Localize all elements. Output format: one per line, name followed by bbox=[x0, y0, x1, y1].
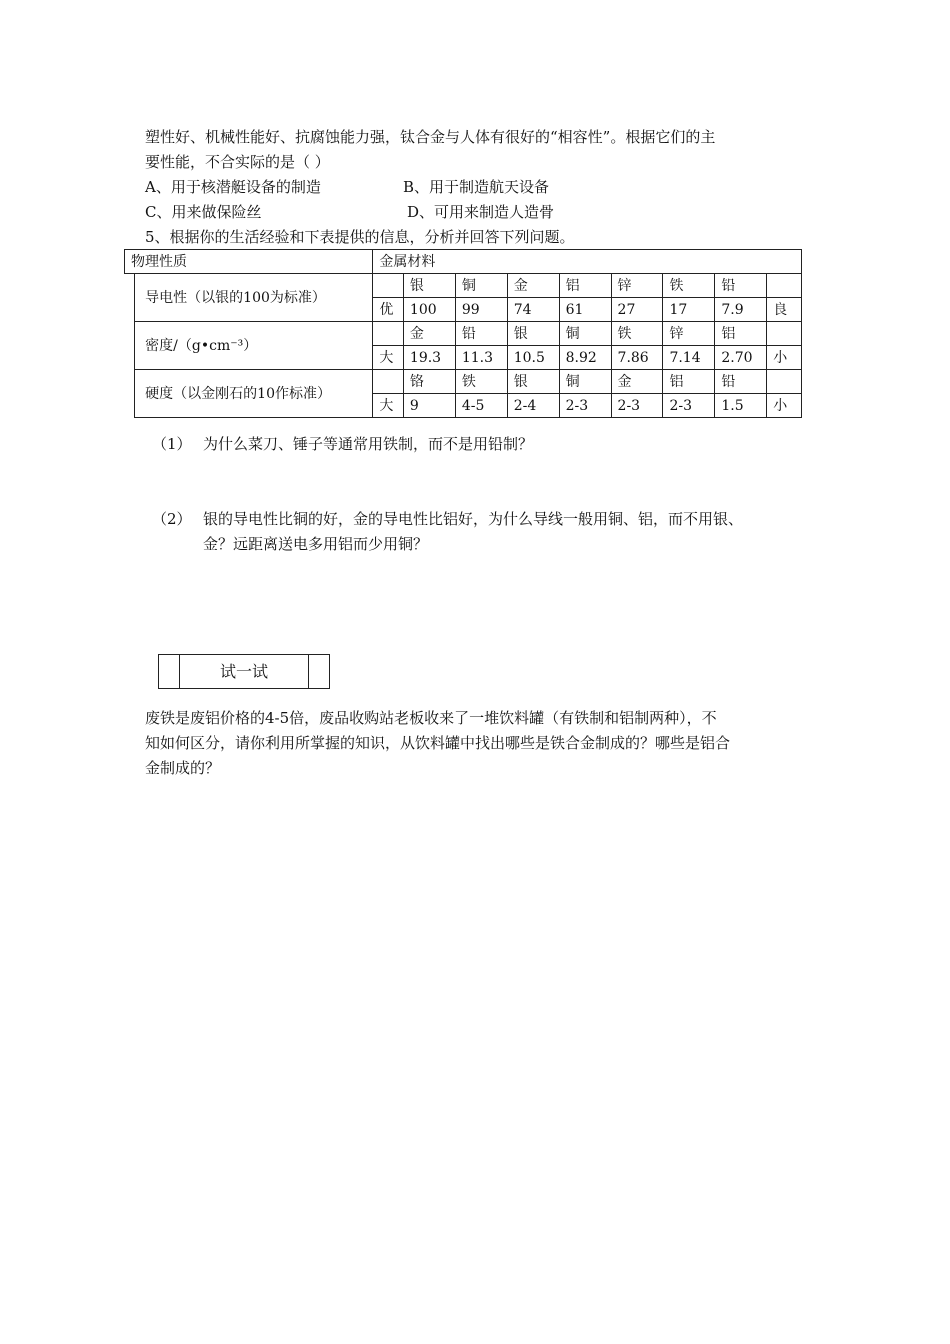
metal-value: 1.5 bbox=[715, 394, 767, 418]
metal-name: 锌 bbox=[663, 322, 715, 346]
metal-value: 2-3 bbox=[559, 394, 611, 418]
metal-value: 2.70 bbox=[715, 346, 767, 370]
metal-value: 10.5 bbox=[507, 346, 559, 370]
metal-value: 17 bbox=[663, 298, 715, 322]
scale-right-label: 小 bbox=[767, 394, 802, 418]
metal-name: 银 bbox=[507, 322, 559, 346]
table-header-row bbox=[125, 250, 802, 274]
property-conductivity: 导电性（以银的100为标准） bbox=[135, 274, 373, 322]
question-5: 5、根据你的生活经验和下表提供的信息，分析并回答下列问题。 bbox=[145, 228, 575, 246]
subq2-line-1: 银的导电性比铜的好，金的导电性比铝好，为什么导线一般用铜、铝，而不用银、 bbox=[203, 510, 744, 528]
blank-cell bbox=[767, 274, 802, 298]
blank-cell bbox=[373, 370, 404, 394]
table-left-gutter bbox=[125, 274, 135, 418]
metal-value: 2-3 bbox=[611, 394, 663, 418]
blank-cell bbox=[373, 274, 404, 298]
metal-value: 74 bbox=[507, 298, 559, 322]
scale-left-label: 大 bbox=[373, 346, 404, 370]
blank-cell bbox=[373, 322, 404, 346]
metal-value: 7.9 bbox=[715, 298, 767, 322]
subq2-line-2: 金？远距离送电多用铝而少用铜？ bbox=[203, 535, 429, 553]
metal-name: 金 bbox=[403, 322, 455, 346]
metal-name: 铁 bbox=[611, 322, 663, 346]
metal-name: 银 bbox=[507, 370, 559, 394]
header-material: 金属材料 bbox=[373, 250, 802, 274]
try-line-2: 知如何区分，请你利用所掌握的知识，从饮料罐中找出哪些是铁合金制成的？哪些是铝合 bbox=[145, 734, 731, 752]
metal-name: 铜 bbox=[559, 370, 611, 394]
metal-value: 7.14 bbox=[663, 346, 715, 370]
metal-name: 银 bbox=[403, 274, 455, 298]
metal-value: 8.92 bbox=[559, 346, 611, 370]
metal-value: 4-5 bbox=[455, 394, 507, 418]
intro-line-2: 要性能，不合实际的是（ ） bbox=[145, 153, 330, 171]
option-b: B、用于制造航天设备 bbox=[403, 178, 550, 196]
table-row bbox=[125, 370, 802, 394]
subq1-number: （1） bbox=[152, 435, 192, 453]
intro-line-1: 塑性好、机械性能好、抗腐蚀能力强，钛合金与人体有很好的“相容性”。根据它们的主 bbox=[145, 128, 716, 146]
metal-name: 金 bbox=[611, 370, 663, 394]
metal-name: 铅 bbox=[715, 370, 767, 394]
metal-value: 19.3 bbox=[403, 346, 455, 370]
metal-name: 铝 bbox=[715, 322, 767, 346]
try-line-1: 废铁是废铝价格的4-5倍，废品收购站老板收来了一堆饮料罐（有铁制和铝制两种），不 bbox=[145, 709, 717, 727]
option-a: A、用于核潜艇设备的制造 bbox=[145, 178, 321, 196]
metal-name: 铝 bbox=[559, 274, 611, 298]
scale-left-label: 优 bbox=[373, 298, 404, 322]
try-line-3: 金制成的？ bbox=[145, 759, 221, 777]
metal-value: 7.86 bbox=[611, 346, 663, 370]
subq2-number: （2） bbox=[152, 510, 192, 528]
metal-value: 9 bbox=[403, 394, 455, 418]
metal-name: 铁 bbox=[663, 274, 715, 298]
metal-name: 铅 bbox=[715, 274, 767, 298]
option-d: D、可用来制造人造骨 bbox=[407, 203, 555, 221]
try-section-title: 试一试 bbox=[219, 662, 268, 681]
metal-name: 铝 bbox=[663, 370, 715, 394]
table-row bbox=[125, 274, 802, 298]
metal-name: 铜 bbox=[455, 274, 507, 298]
metal-name: 铜 bbox=[559, 322, 611, 346]
option-c: C、用来做保险丝 bbox=[145, 203, 262, 221]
metal-name: 铬 bbox=[403, 370, 455, 394]
metal-properties-table bbox=[124, 249, 802, 418]
metal-name: 金 bbox=[507, 274, 559, 298]
metal-value: 100 bbox=[403, 298, 455, 322]
metal-name: 铁 bbox=[455, 370, 507, 394]
property-density: 密度/（g•cm⁻³） bbox=[135, 322, 373, 370]
table-row bbox=[125, 322, 802, 346]
metal-name: 锌 bbox=[611, 274, 663, 298]
metal-value: 2-4 bbox=[507, 394, 559, 418]
metal-value: 2-3 bbox=[663, 394, 715, 418]
property-hardness: 硬度（以金刚石的10作标准） bbox=[135, 370, 373, 418]
subq1-text: 为什么菜刀、锤子等通常用铁制，而不是用铅制？ bbox=[203, 435, 534, 453]
metal-value: 99 bbox=[455, 298, 507, 322]
metal-name: 铅 bbox=[455, 322, 507, 346]
scale-right-label: 小 bbox=[767, 346, 802, 370]
header-property: 物理性质 bbox=[125, 250, 373, 274]
blank-cell bbox=[767, 322, 802, 346]
scale-right-label: 良 bbox=[767, 298, 802, 322]
try-section-box bbox=[158, 654, 330, 689]
metal-value: 27 bbox=[611, 298, 663, 322]
blank-cell bbox=[767, 370, 802, 394]
metal-value: 61 bbox=[559, 298, 611, 322]
scale-left-label: 大 bbox=[373, 394, 404, 418]
metal-value: 11.3 bbox=[455, 346, 507, 370]
